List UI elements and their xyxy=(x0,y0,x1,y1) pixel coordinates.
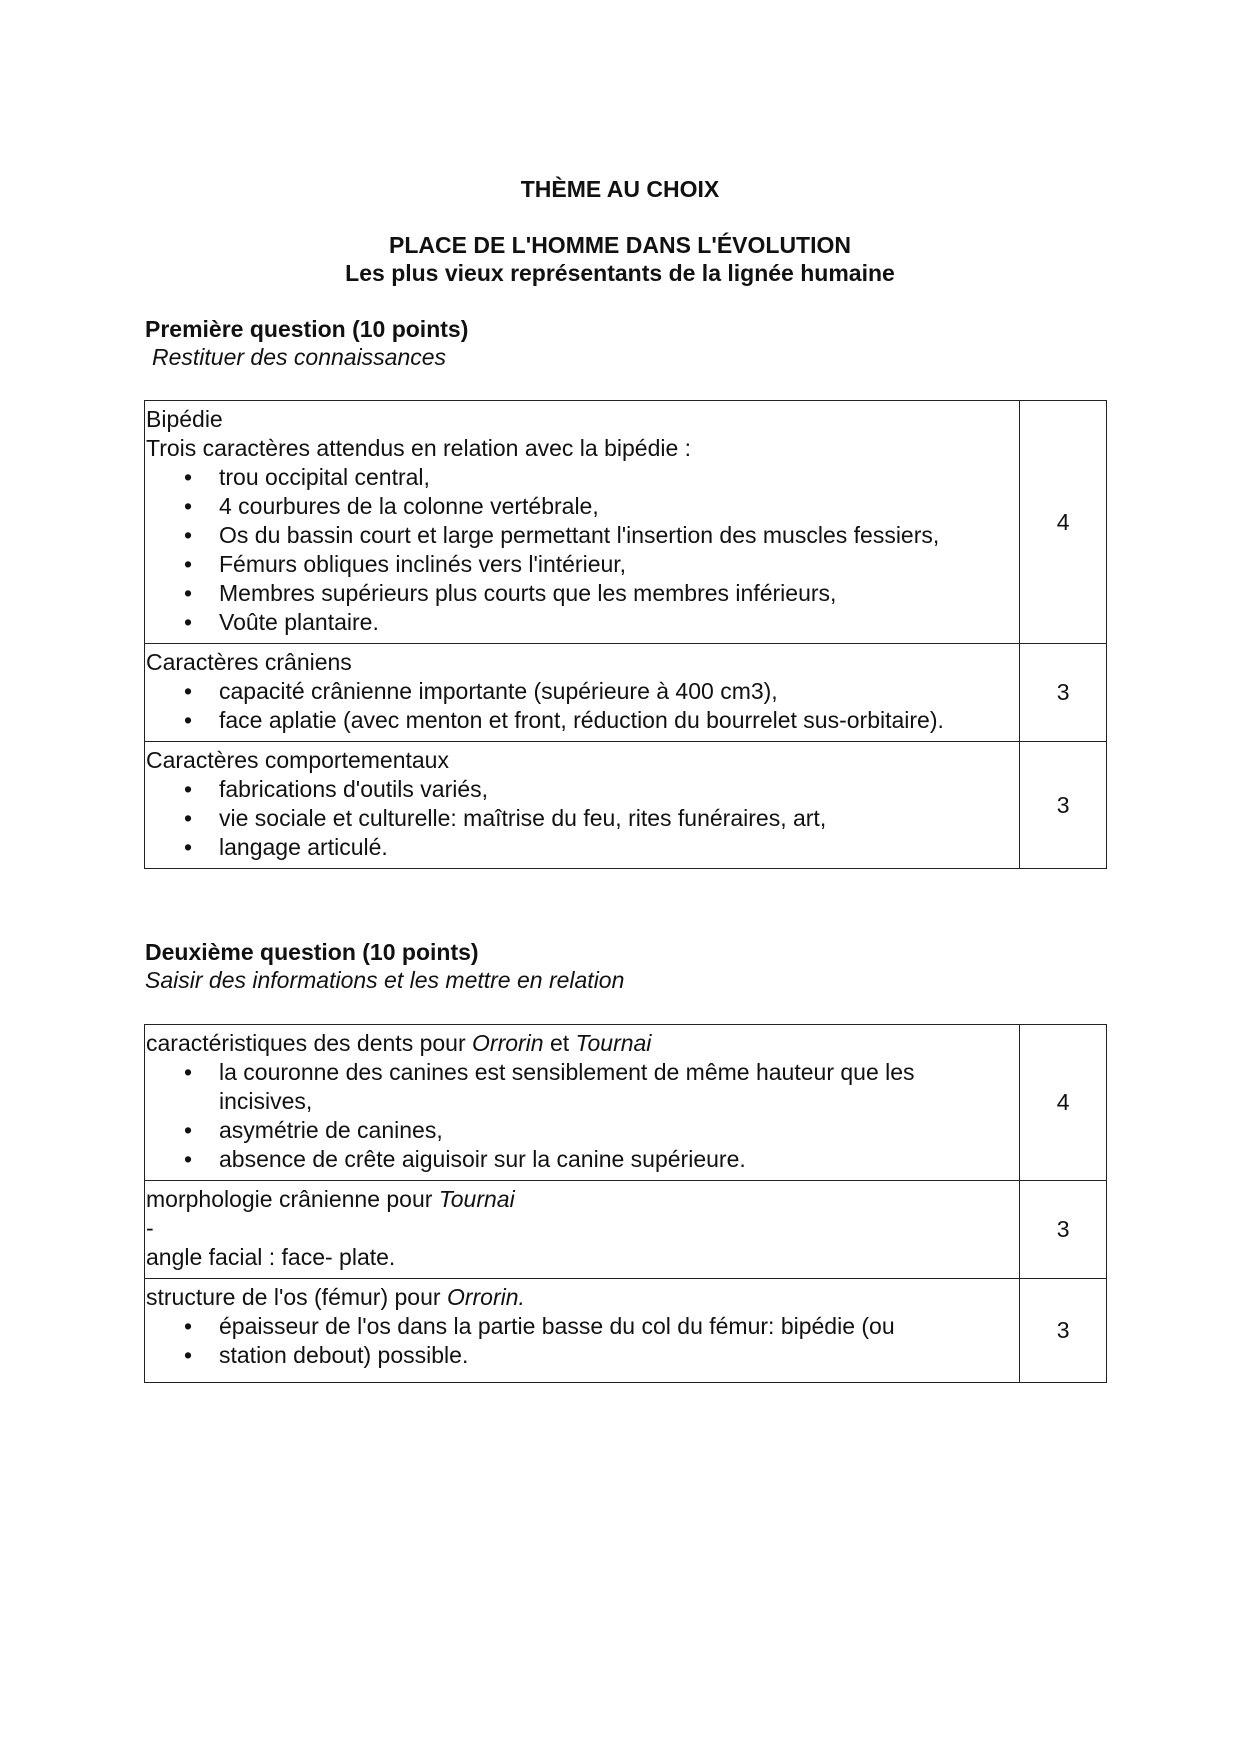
row-heading: caractéristiques des dents pour Orrorin et Tournai xyxy=(146,1030,652,1056)
document-subtitle: Les plus vieux représentants de la lignée humaine xyxy=(345,260,895,286)
criteria-cell xyxy=(145,401,1020,644)
points-cell: 3 xyxy=(1020,1279,1107,1383)
criteria-cell xyxy=(145,742,1020,869)
points-cell: 3 xyxy=(1020,644,1107,742)
question-2-title: Deuxième question (10 points) xyxy=(145,939,479,965)
list-item: • Voûte plantaire. xyxy=(146,608,1019,637)
criteria-cell xyxy=(145,1181,1020,1279)
list-item: • langage articulé. xyxy=(146,833,1019,862)
points-cell: 3 xyxy=(1020,1181,1107,1279)
dash-line: - xyxy=(146,1215,154,1241)
table-row xyxy=(145,1025,1107,1181)
table-row xyxy=(145,1279,1107,1383)
list-item: • Os du bassin court et large permettant l'insertion des muscles fessiers, xyxy=(146,521,1019,550)
criteria-list xyxy=(146,463,1019,637)
row-heading: structure de l'os (fémur) pour Orrorin. xyxy=(146,1284,525,1310)
criteria-list xyxy=(146,677,1019,735)
row-heading: Bipédie xyxy=(146,406,223,432)
list-item: • fabrications d'outils variés, xyxy=(146,775,1019,804)
theme-heading: THÈME AU CHOIX xyxy=(520,176,720,202)
question-2-subtitle: Saisir des informations et les mettre en relation xyxy=(145,967,625,993)
question-1-title: Première question (10 points) xyxy=(145,316,469,342)
points-cell: 4 xyxy=(1020,1025,1107,1181)
table-row xyxy=(145,401,1107,644)
criteria-list xyxy=(146,1058,1019,1174)
points-cell: 3 xyxy=(1020,742,1107,869)
list-item: • Membres supérieurs plus courts que les membres inférieurs, xyxy=(146,579,1019,608)
row-line: angle facial : face- plate. xyxy=(146,1244,396,1270)
row-heading: Caractères comportementaux xyxy=(146,747,449,773)
criteria-list xyxy=(146,775,1019,862)
row-heading: morphologie crânienne pour Tournai xyxy=(146,1186,515,1212)
row-intro: Trois caractères attendus en relation avec la bipédie : xyxy=(146,435,692,461)
criteria-list xyxy=(146,1312,1019,1370)
criteria-cell xyxy=(145,1025,1020,1181)
criteria-cell xyxy=(145,1279,1020,1383)
list-item: • face aplatie (avec menton et front, réduction du bourrelet sus-orbitaire). xyxy=(146,706,1019,735)
table-row xyxy=(145,644,1107,742)
table-row xyxy=(145,1181,1107,1279)
document-title: PLACE DE L'HOMME DANS L'ÉVOLUTION xyxy=(389,232,851,258)
list-item: • Fémurs obliques inclinés vers l'intérieur, xyxy=(146,550,1019,579)
list-item: • asymétrie de canines, xyxy=(146,1116,1019,1145)
list-item: • capacité crânienne importante (supérieure à 400 cm3), xyxy=(146,677,1019,706)
list-item: • station debout) possible. xyxy=(146,1341,1019,1370)
list-item: • vie sociale et culturelle: maîtrise du feu, rites funéraires, art, xyxy=(146,804,1019,833)
question-1-grading-table xyxy=(144,400,1107,869)
row-heading: Caractères crâniens xyxy=(146,649,352,675)
list-item: • 4 courbures de la colonne vertébrale, xyxy=(146,492,1019,521)
criteria-cell xyxy=(145,644,1020,742)
question-2-grading-table xyxy=(144,1024,1107,1383)
question-1-subtitle: Restituer des connaissances xyxy=(152,344,447,370)
list-item: • absence de crête aiguisoir sur la canine supérieure. xyxy=(146,1145,1019,1174)
table-row xyxy=(145,742,1107,869)
list-item: • la couronne des canines est sensiblement de même hauteur que les incisives, xyxy=(146,1058,1019,1116)
points-cell: 4 xyxy=(1020,401,1107,644)
list-item: • trou occipital central, xyxy=(146,463,1019,492)
list-item: • épaisseur de l'os dans la partie basse du col du fémur: bipédie (ou xyxy=(146,1312,1019,1341)
